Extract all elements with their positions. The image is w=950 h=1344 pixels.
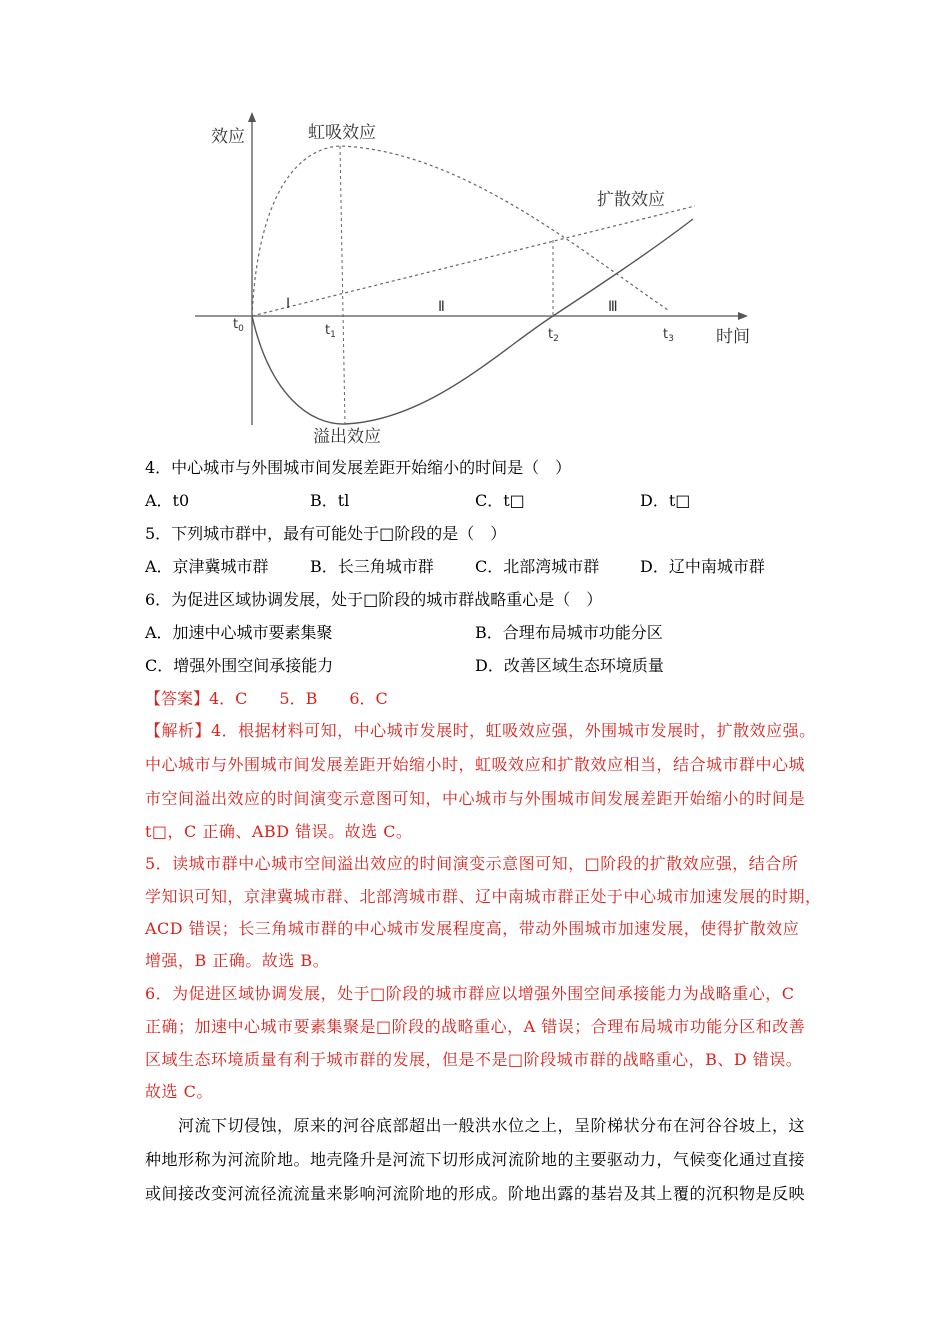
passage-line-2: 种地形称为河流阶地。地壳隆升是河流下切形成河流阶地的主要驱动力，气候变化通过直接 [145, 1150, 806, 1169]
t0-label: $t_0$ [233, 317, 244, 334]
analysis-line-3: 市空间溢出效应的时间演变示意图可知，中心城市与外围城市间发展差距开始缩小的时间是 [145, 789, 806, 808]
t1-guide [340, 146, 345, 424]
answer-line: 【答案】4．C 5．B 6．C [145, 689, 388, 708]
q6-option-a: A．加速中心城市要素集聚 [145, 623, 333, 642]
stage-2-label: Ⅱ [438, 299, 445, 315]
y-axis-arrow [248, 112, 256, 122]
x-axis-arrow [738, 312, 748, 320]
t2-label: $t_2$ [548, 327, 559, 344]
stage-1-label: Ⅰ [286, 296, 291, 312]
q4-option-c: C．t□ [475, 491, 525, 510]
analysis-line-12: 故选 C。 [145, 1082, 213, 1101]
analysis-line-5: 5．读城市群中心城市空间溢出效应的时间演变示意图可知，□阶段的扩散效应强，结合所 [145, 854, 799, 873]
passage-line-3: 或间接改变河流径流流量来影响河流阶地的形成。阶地出露的基岩及其上覆的沉积物是反映 [145, 1184, 806, 1203]
q5-option-c: C．北部湾城市群 [475, 557, 600, 576]
analysis-line-10: 正确；加速中心城市要素集聚是□阶段的战略重心，A 错误；合理布局城市功能分区和改善 [145, 1017, 806, 1036]
t1-label: $t_1$ [325, 323, 336, 340]
effect-time-diagram [0, 0, 950, 450]
stage-3-label: Ⅲ [608, 299, 618, 315]
q6-option-d: D．改善区域生态环境质量 [475, 656, 664, 675]
q6-stem: 6．为促进区域协调发展，处于□阶段的城市群战略重心是（ ） [145, 590, 603, 609]
analysis-line-11: 区域生态环境质量有利于城市群的发展，但是不是□阶段城市群的战略重心，B、D 错误。 [145, 1050, 803, 1069]
q4-option-d: D．t□ [640, 491, 691, 510]
diffusion-label: 扩散效应 [597, 190, 665, 210]
q5-option-b: B．长三角城市群 [310, 557, 434, 576]
q4-stem: 4．中心城市与外围城市间发展差距开始缩小的时间是（ ） [145, 458, 572, 477]
diffusion-line [252, 206, 695, 316]
spillover-label: 溢出效应 [313, 427, 381, 447]
q6-option-c: C．增强外围空间承接能力 [145, 656, 334, 675]
analysis-line-4: t□，C 正确、ABD 错误。故选 C。 [145, 822, 413, 841]
siphon-label: 虹吸效应 [308, 123, 376, 143]
analysis-line-7: ACD 错误；长三角城市群的中心城市发展程度高，带动外围城市加速发展，使得扩散效应 [145, 919, 800, 938]
q5-stem: 5．下列城市群中，最有可能处于□阶段的是（ ） [145, 524, 507, 543]
siphon-curve [252, 146, 668, 316]
q5-option-d: D．辽中南城市群 [640, 557, 765, 576]
t3-label: $t_3$ [663, 327, 674, 344]
y-axis-label: 效应 [211, 127, 245, 147]
q4-option-b: B．tl [310, 491, 350, 510]
spillover-curve [252, 219, 693, 424]
analysis-line-2: 中心城市与外围城市间发展差距开始缩小时，虹吸效应和扩散效应相当，结合城市群中心城 [145, 755, 806, 774]
passage-line-1: 河流下切侵蚀，原来的河谷底部超出一般洪水位之上，呈阶梯状分布在河谷谷坡上，这 [145, 1116, 806, 1135]
q4-option-a: A．t0 [145, 491, 190, 510]
x-axis-label: 时间 [716, 327, 750, 347]
analysis-line-6: 学知识可知，京津冀城市群、北部湾城市群、辽中南城市群正处于中心城市加速发展的时期， [145, 887, 822, 906]
q5-option-a: A．京津冀城市群 [145, 557, 269, 576]
analysis-line-1: 【解析】4．根据材料可知，中心城市发展时，虹吸效应强，外围城市发展时，扩散效应强。 [145, 721, 816, 740]
analysis-line-8: 增强，B 正确。故选 B。 [145, 951, 330, 970]
analysis-line-9: 6．为促进区域协调发展，处于□阶段的城市群应以增强外围空间承接能力为战略重心，C [145, 984, 795, 1003]
q6-option-b: B．合理布局城市功能分区 [475, 623, 663, 642]
